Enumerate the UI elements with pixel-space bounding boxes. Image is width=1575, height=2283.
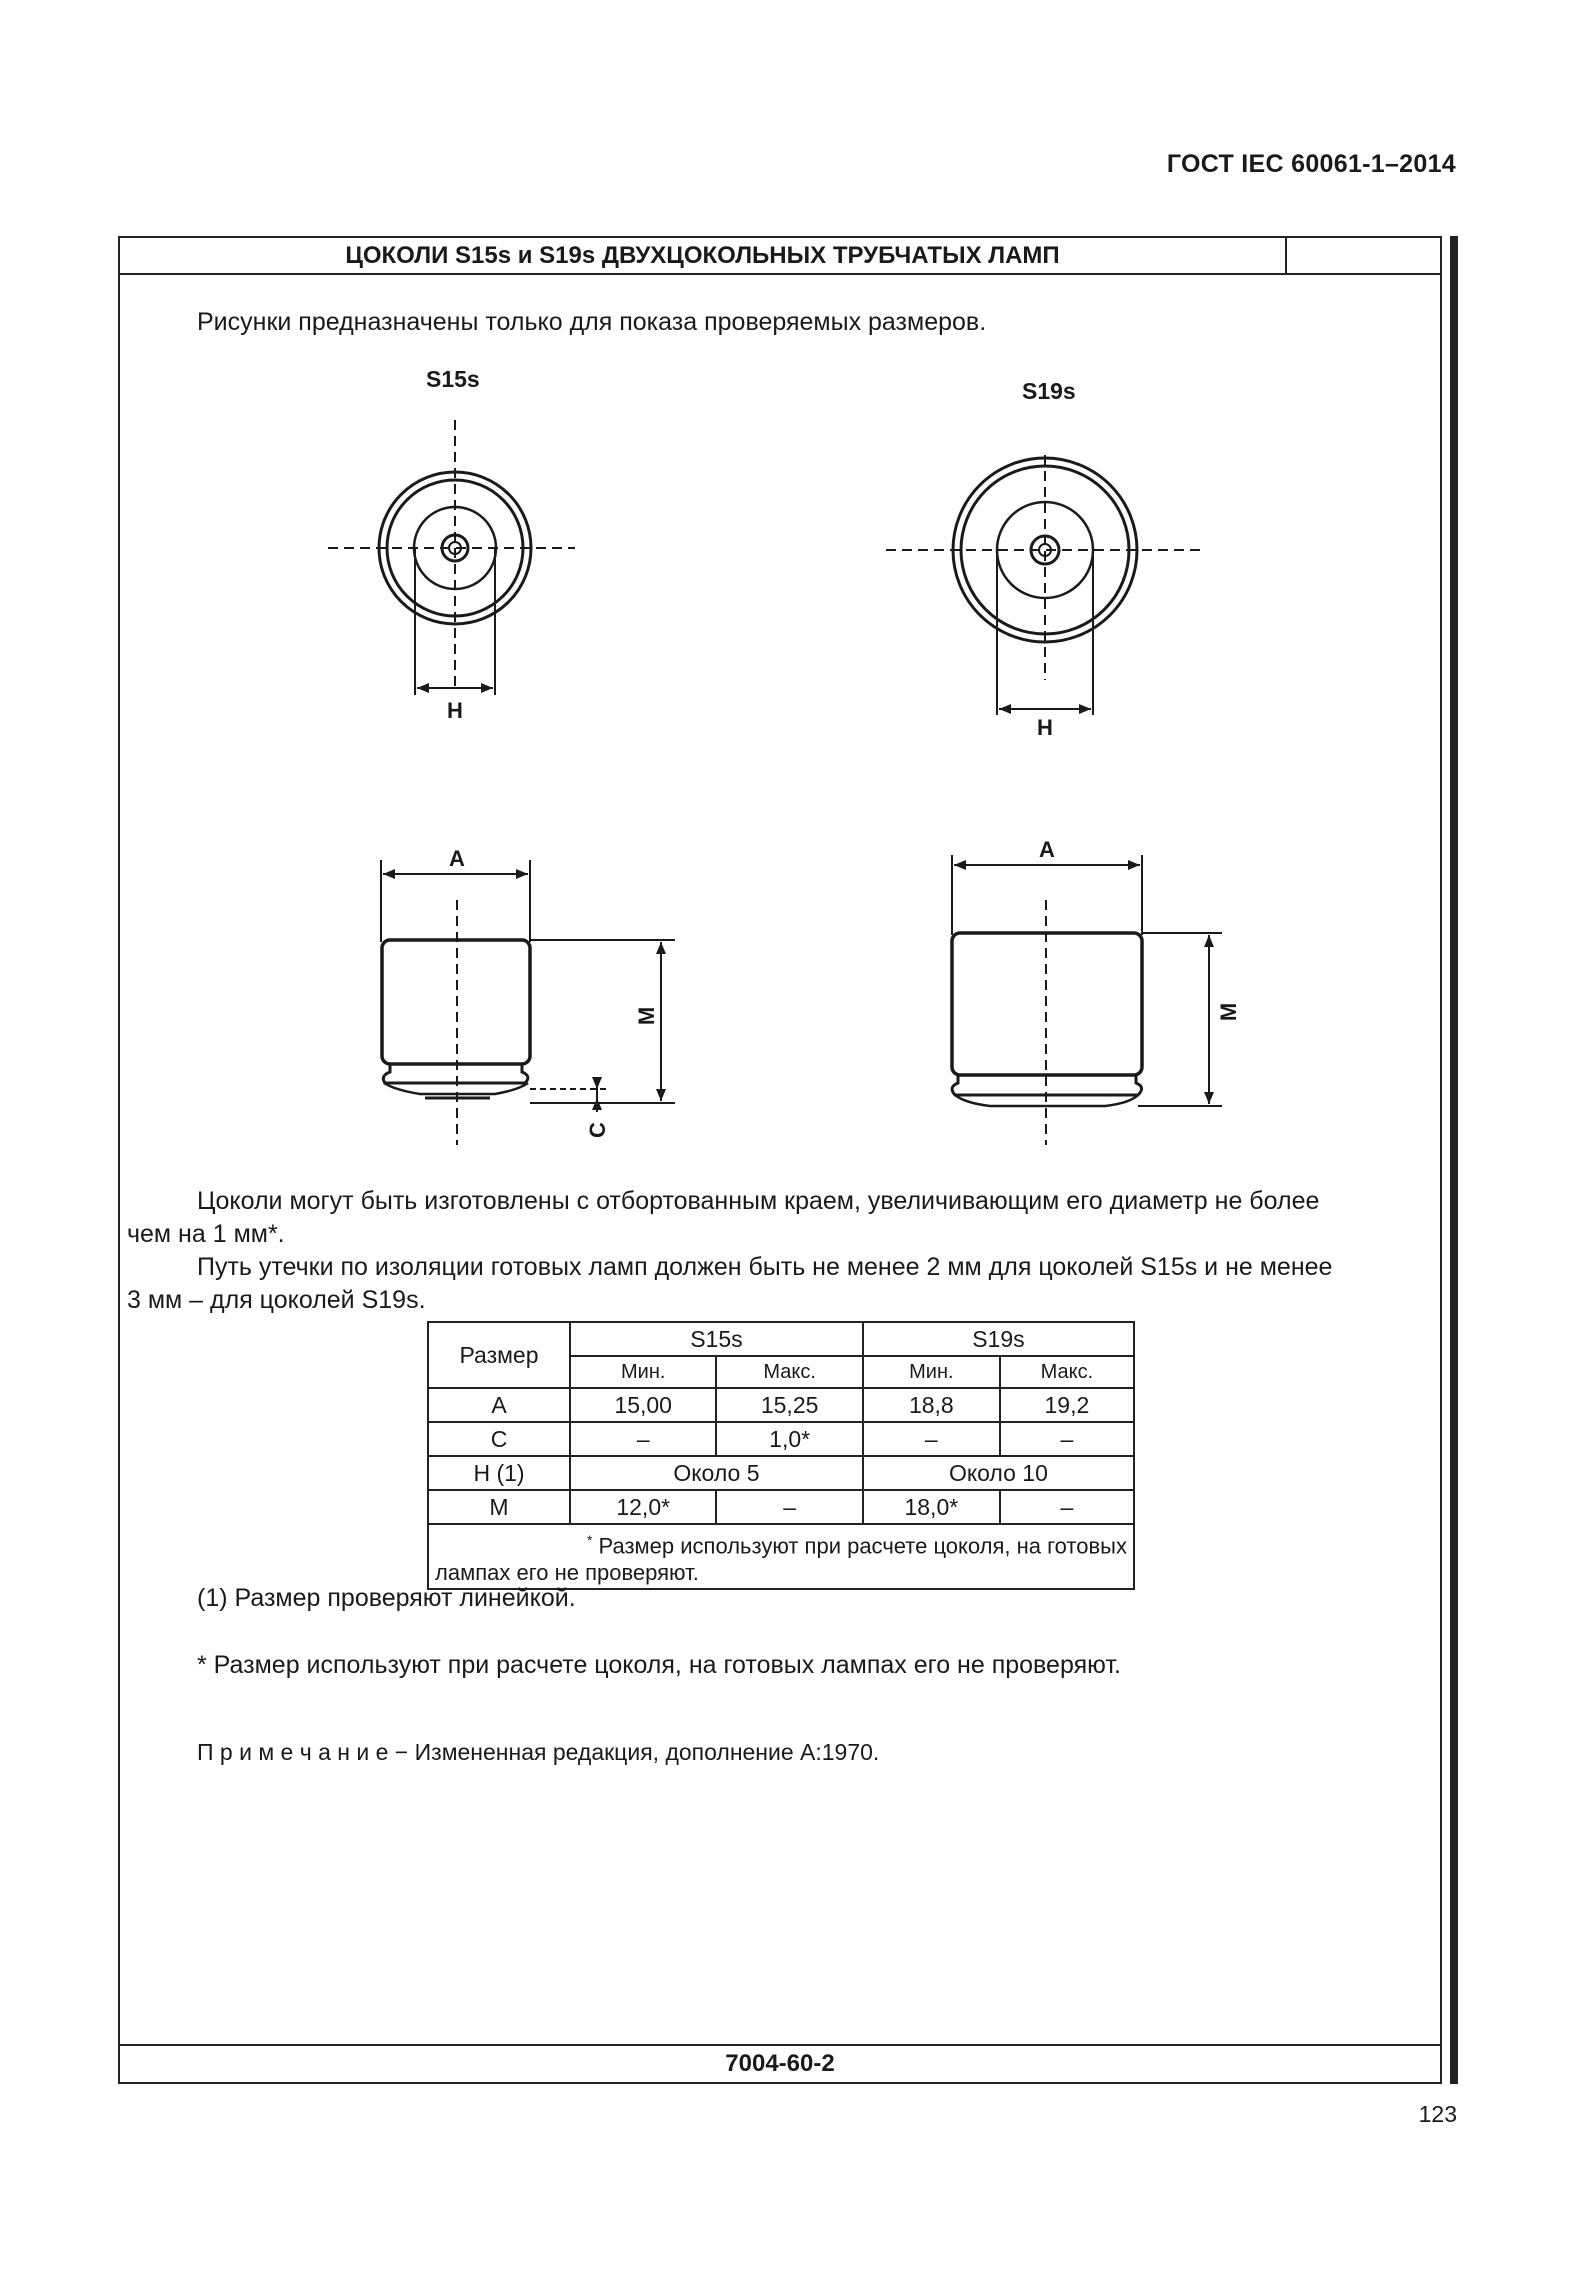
dimensions-table [427, 1321, 1135, 1590]
note-asterisk: * Размер используют при расчете цоколя, на готовых лампах его не проверяют. [197, 1651, 1121, 1679]
cell: 15,00 [570, 1388, 716, 1422]
standard-header: ГОСТ IEC 60061-1–2014 [1166, 150, 1456, 178]
row-name: M [428, 1490, 570, 1524]
s15s-top-view [328, 420, 575, 695]
s15s-label: S15s [426, 366, 480, 392]
para1-line2: чем на 1 мм*. [127, 1220, 285, 1248]
cell: 18,0* [863, 1490, 1000, 1524]
cell: Около 10 [863, 1456, 1134, 1490]
s19s-side-view [952, 855, 1222, 1145]
sheet-title: ЦОКОЛИ S15s и S19s ДВУХЦОКОЛЬНЫХ ТРУБЧАТЫХ ЛАМП [345, 242, 1060, 269]
page-number: 123 [1418, 2101, 1457, 2127]
row-name: A [428, 1388, 570, 1422]
table-row [428, 1422, 1134, 1456]
cell: 1,0* [716, 1422, 862, 1456]
s15s-dim-h: H [447, 698, 463, 723]
para2-line2: 3 мм – для цоколей S19s. [127, 1286, 426, 1314]
s15s-dim-a: A [449, 846, 465, 871]
s19s-dim-a: A [1039, 837, 1055, 862]
group-s19s: S19s [863, 1322, 1134, 1356]
cell: 12,0* [570, 1490, 716, 1524]
s19s-min-header: Мин. [863, 1356, 1000, 1388]
s15s-side-view [381, 860, 675, 1145]
intro-text: Рисунки предназначены только для показа проверяемых размеров. [197, 308, 987, 336]
footnote-line2: лампах его не проверяют. [435, 1560, 699, 1586]
remark-label: П р и м е ч а н и е [197, 1739, 389, 1765]
para2-line1: Путь утечки по изоляции готовых ламп должен быть не менее 2 мм для цоколей S15s и не менее [197, 1253, 1333, 1281]
s19s-dim-m: M [1216, 1002, 1241, 1022]
table-row [428, 1388, 1134, 1422]
s19s-label: S19s [1022, 378, 1076, 404]
sheet-footer-row [120, 2044, 1440, 2082]
cell: – [570, 1422, 716, 1456]
cell: 18,8 [863, 1388, 1000, 1422]
footnote-line1: Размер используют при расчете цоколя, на готовых [598, 1533, 1127, 1559]
para1-line1: Цоколи могут быть изготовлены с отбортованным краем, увеличивающим его диаметр не более [197, 1187, 1320, 1215]
table-row [428, 1456, 1134, 1490]
table-footnote [428, 1524, 1134, 1589]
cell: – [1000, 1422, 1134, 1456]
cell: Около 5 [570, 1456, 863, 1490]
cell: – [716, 1490, 862, 1524]
s15s-max-header: Макс. [716, 1356, 862, 1388]
table-row [428, 1490, 1134, 1524]
size-header: Размер [428, 1322, 570, 1388]
s19s-dim-h: H [1037, 715, 1053, 740]
s19s-max-header: Макс. [1000, 1356, 1134, 1388]
s15s-min-header: Мин. [570, 1356, 716, 1388]
s19s-top-view [886, 455, 1205, 715]
s15s-dim-m: M [634, 1006, 659, 1026]
cell: 19,2 [1000, 1388, 1134, 1422]
sheet-number: 7004-60-2 [725, 2050, 835, 2077]
row-name: H (1) [428, 1456, 570, 1490]
cell: 15,25 [716, 1388, 862, 1422]
row-name: C [428, 1422, 570, 1456]
remark [197, 1736, 879, 1769]
cell: – [863, 1422, 1000, 1456]
cell: – [1000, 1490, 1134, 1524]
table-footnote-row [428, 1524, 1134, 1589]
note-ruler: (1) Размер проверяют линейкой. [197, 1584, 576, 1612]
s15s-dim-c: C [585, 1122, 610, 1138]
footnote-mark: * [586, 1532, 593, 1548]
remark-text: − Измененная редакция, дополнение А:1970. [388, 1739, 880, 1765]
group-s15s: S15s [570, 1322, 863, 1356]
